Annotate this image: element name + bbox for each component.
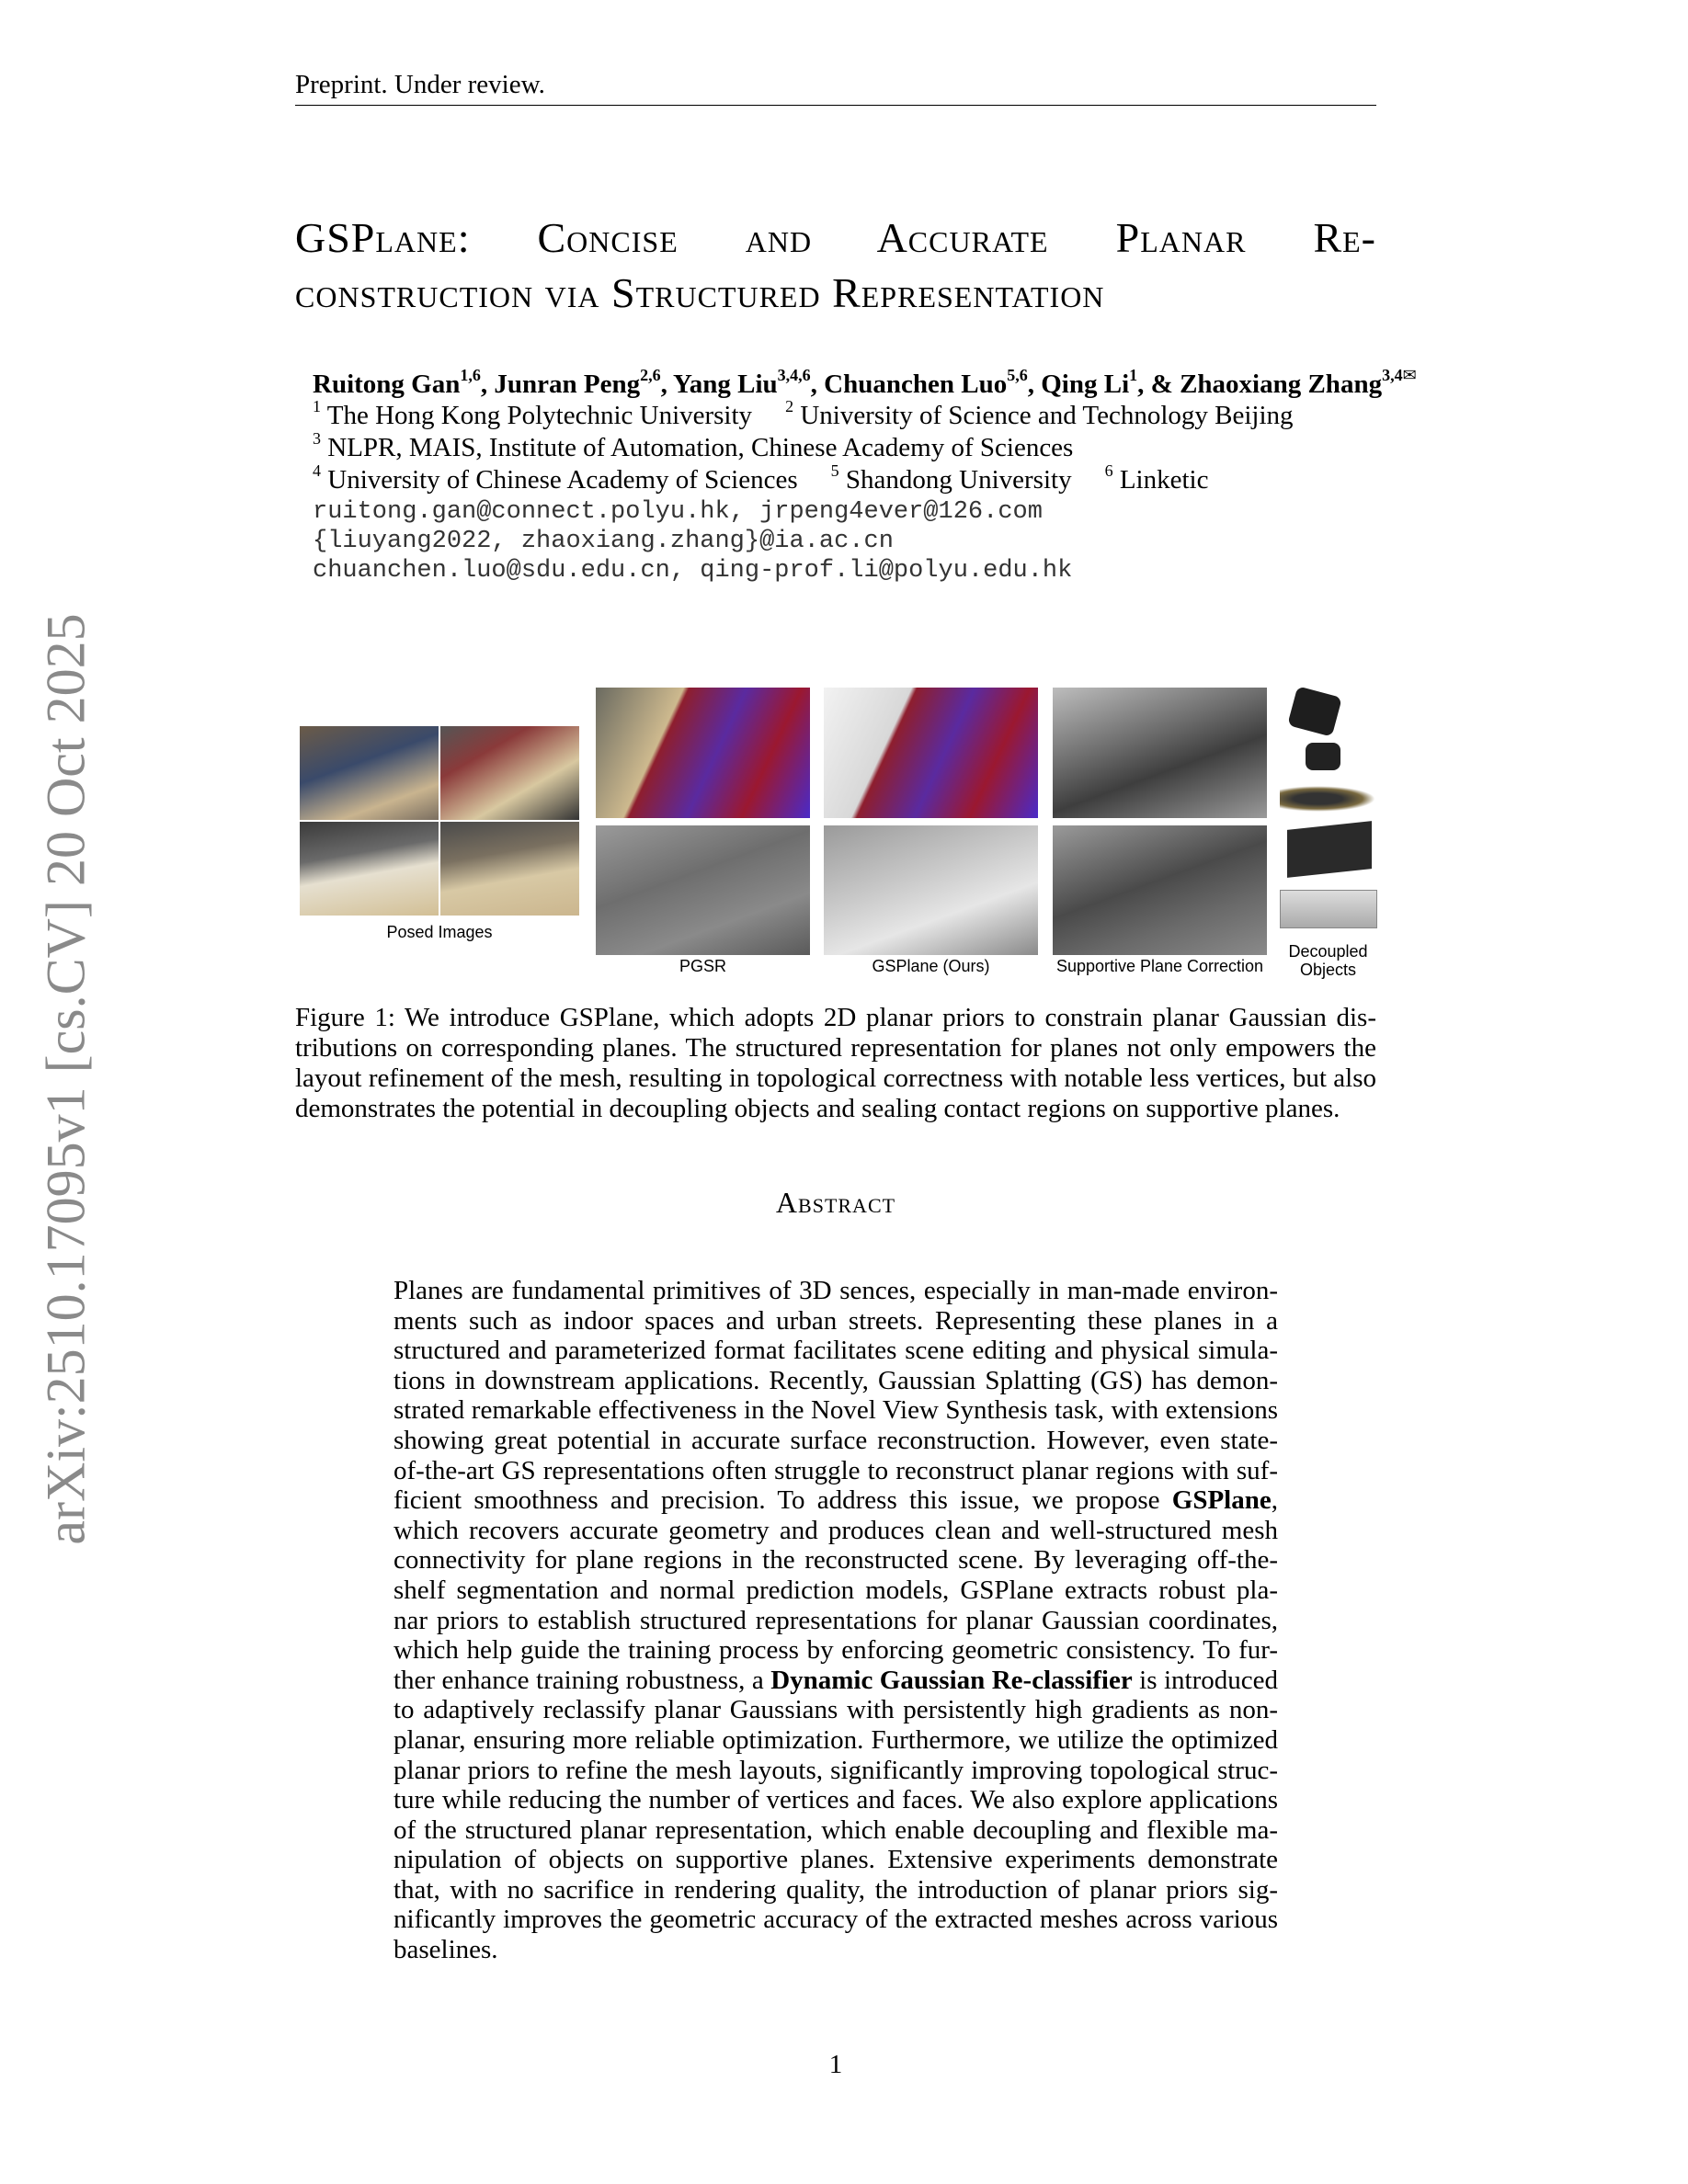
- author-affil: 1: [1129, 366, 1138, 384]
- gsplane-normal-image: [824, 688, 1038, 818]
- author-name: Ruitong Gan: [313, 370, 461, 399]
- abstract-line: nipulation of objects on supportive planes. Extensive experiments demonstrate: [393, 1845, 1278, 1875]
- object-bag: [1287, 686, 1342, 736]
- affiliation-line: $^3$ NLPR, MAIS, Institute of Automation, Chinese Academy of Sciences: [313, 429, 1074, 462]
- abstract-line: Planes are fundamental primitives of 3D sences, especially in man-made environ-: [393, 1276, 1278, 1305]
- object-white-box: [1280, 890, 1377, 928]
- figure-caption: [295, 1003, 1376, 1124]
- affiliation: The Hong Kong Polytechnic University: [326, 401, 753, 430]
- abstract-line: of the structured planar representation, which enable decoupling and flexible ma-: [393, 1814, 1278, 1845]
- page-number: 1: [828, 2050, 843, 2079]
- abstract-line: tions in downstream applications. Recently, Gaussian Splatting (GS) has demon-: [393, 1365, 1278, 1395]
- running-header: Preprint. Under review.: [295, 70, 545, 99]
- email-line[interactable]: chuanchen.luo@sdu.edu.cn, qing-prof.li@polyu.edu.hk: [313, 557, 1073, 585]
- author-affil: 3,4,6: [777, 366, 811, 384]
- abstract-line: strated remarkable effectiveness in the Novel View Synthesis task, with extensions: [393, 1395, 1278, 1426]
- posed-image-3: [300, 822, 439, 916]
- posed-image-1: [300, 726, 439, 820]
- caption-line: tributions on corresponding planes. The structured representation for planes not only empowers the: [295, 1033, 1376, 1063]
- arxiv-stamp[interactable]: arXiv:2510.17095v1 [cs.CV] 20 Oct 2025: [35, 613, 97, 1545]
- label-supportive: Supportive Plane Correction: [1055, 957, 1264, 975]
- sep: ,: [660, 370, 674, 399]
- label-gsplane: GSPlane (Ours): [872, 957, 990, 975]
- text: ,: [1271, 1485, 1278, 1516]
- abstract-line: planar priors to refine the mesh layouts, significantly improving topological struc-: [393, 1755, 1278, 1785]
- author-name: Junran Peng: [494, 370, 641, 399]
- abstract-line: ture while reducing the number of vertices and faces. We also explore applications: [393, 1785, 1278, 1815]
- abstract-line: [393, 1666, 1278, 1696]
- abstract-line: which help guide the training process by enforcing geometric consistency. To fur-: [393, 1635, 1278, 1666]
- author-list: [313, 366, 1417, 400]
- supportive-plane-image-1: [1053, 688, 1267, 818]
- label-decoupled: Decoupled Objects: [1288, 942, 1368, 979]
- author-affil: 1,6: [460, 366, 481, 384]
- abstract-line: to adaptively reclassify planar Gaussians with persistently high gradients as non-: [393, 1695, 1278, 1725]
- author-name: Zhaoxiang Zhang: [1180, 370, 1383, 399]
- abstract-line: that, with no sacrifice in rendering quality, the introduction of planar priors sig-: [393, 1874, 1278, 1905]
- sep: ,: [810, 370, 825, 399]
- author-affil: 3,4✉: [1382, 366, 1417, 384]
- affiliation: NLPR, MAIS, Institute of Automation, Chinese Academy of Sciences: [327, 433, 1074, 462]
- posed-image-2: [440, 726, 579, 820]
- email-line[interactable]: ruitong.gan@connect.polyu.hk, jrpeng4ever@126.com: [313, 498, 1043, 526]
- gsplane-mesh-image: [824, 825, 1038, 955]
- abstract-line: nar priors to establish structured representations for planar Gaussian coordinates,: [393, 1605, 1278, 1635]
- abstract-line: ments such as indoor spaces and urban streets. Representing these planes in a: [393, 1305, 1278, 1336]
- abstract-line: shelf segmentation and normal prediction models, GSPlane extracts robust pla-: [393, 1575, 1278, 1605]
- abstract-line: connectivity for plane regions in the reconstructed scene. By leveraging off-the-: [393, 1545, 1278, 1575]
- caption-line: demonstrates the potential in decoupling objects and sealing contact regions on supportive planes.: [295, 1094, 1340, 1123]
- abstract-line: baselines.: [393, 1935, 498, 1965]
- caption-line: Figure 1: We introduce GSPlane, which adopts 2D planar priors to constrain planar Gaussian dis-: [295, 1003, 1376, 1032]
- envelope-icon: ✉: [1402, 366, 1417, 384]
- text: ther enhance training robustness, a: [393, 1665, 771, 1695]
- supportive-plane-image-2: [1053, 825, 1267, 955]
- abstract-line: planar, ensuring more reliable optimization. Furthermore, we utilize the optimized: [393, 1724, 1278, 1755]
- caption-line: layout refinement of the mesh, resulting in topological correctness with notable less vertices, but also: [295, 1064, 1376, 1093]
- affiliation: Linketic: [1119, 465, 1209, 495]
- abstract-line: which recovers accurate geometry and produces clean and well-structured mesh: [393, 1515, 1278, 1545]
- paper-title-cont: [295, 268, 1376, 317]
- sep: ,: [1027, 370, 1042, 399]
- author-name: Yang Liu: [673, 370, 778, 399]
- affiliation-line: $^1$ The Hong Kong Polytechnic University $^2$ University of Science and Technology Beijing: [313, 397, 1294, 430]
- abstract-line: showing great potential in accurate surface reconstruction. However, even state-: [393, 1425, 1278, 1455]
- title-line: construction via Structured Representation: [295, 269, 1105, 316]
- text: is introduced: [1132, 1665, 1279, 1695]
- abstract-line: nificantly improves the geometric accuracy of the extracted meshes across various: [393, 1905, 1278, 1935]
- paper-title: [295, 213, 1376, 262]
- abstract-body: [393, 1276, 1278, 1965]
- abstract-line: structured and parameterized format facilitates scene editing and physical simula-: [393, 1336, 1278, 1366]
- author-affil: 5,6: [1007, 366, 1028, 384]
- object-case: [1306, 743, 1340, 770]
- title-line: GSPlane: Concise and Accurate Planar Re-: [295, 214, 1376, 261]
- abstract-line: of-the-art GS representations often struggle to reconstruct planar regions with suf-: [393, 1455, 1278, 1485]
- affiliation-line: $^4$ University of Chinese Academy of Sciences $^5$ Shandong University $^6$ Linketic: [313, 461, 1209, 495]
- label-posed-images: Posed Images: [386, 923, 493, 941]
- posed-image-4: [440, 822, 579, 916]
- sep: ,: [480, 370, 495, 399]
- sep: , &: [1137, 370, 1180, 399]
- object-box: [1287, 821, 1372, 878]
- object-drone: [1280, 786, 1375, 812]
- header-rule: [295, 105, 1376, 106]
- author-name: Chuanchen Luo: [824, 370, 1008, 399]
- author-name: Qing Li: [1041, 370, 1130, 399]
- affiliation: Shandong University: [845, 465, 1072, 495]
- pgsr-mesh-image: [596, 825, 810, 955]
- pgsr-normal-image: [596, 688, 810, 818]
- affiliation: University of Chinese Academy of Sciences: [327, 465, 798, 495]
- abstract-line: [393, 1485, 1278, 1516]
- affiliation: University of Science and Technology Beijing: [800, 401, 1294, 430]
- bold-term: GSPlane: [1171, 1485, 1272, 1516]
- text: ficient smoothness and precision. To address this issue, we propose: [393, 1485, 1172, 1516]
- bold-term: Dynamic Gaussian Re-classifier: [770, 1665, 1133, 1695]
- label-pgsr: PGSR: [679, 957, 726, 975]
- abstract-heading: Abstract: [775, 1186, 896, 1219]
- email-line[interactable]: {liuyang2022, zhaoxiang.zhang}@ia.ac.cn: [313, 528, 894, 555]
- author-affil: 2,6: [640, 366, 661, 384]
